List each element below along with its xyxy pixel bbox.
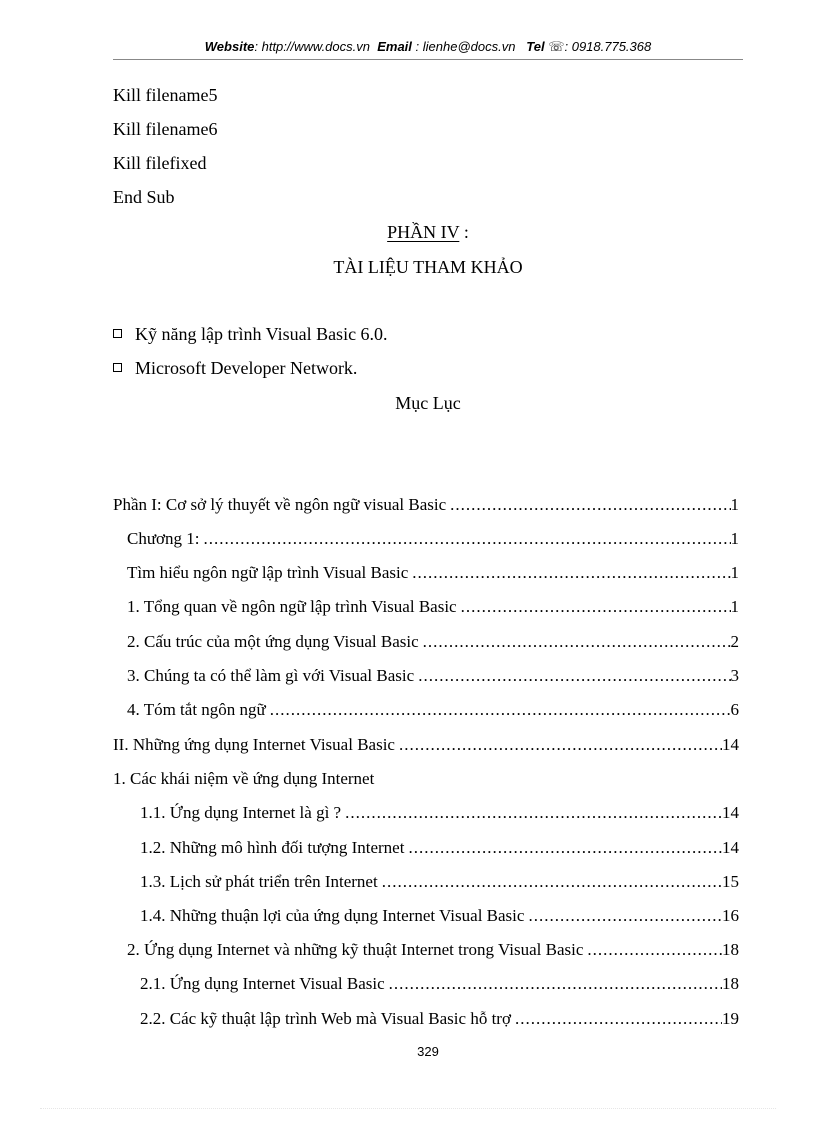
toc-entry-text: 1. Các khái niệm về ứng dụng Internet	[113, 769, 375, 788]
toc-entry-text: Tìm hiểu ngôn ngữ lập trình Visual Basic	[127, 563, 409, 582]
code-line: Kill filename5	[113, 85, 218, 105]
toc-entry-page: 1	[730, 597, 739, 616]
toc-leader	[461, 596, 731, 618]
toc-entry-text: 3. Chúng ta có thể làm gì với Visual Basic	[127, 666, 415, 685]
code-line: Kill filefixed	[113, 153, 207, 173]
toc-leader	[587, 939, 722, 961]
toc-entry[interactable]	[127, 528, 739, 550]
toc-entry-page: 15	[722, 872, 739, 891]
toc-entry-text: 2.1. Ứng dụng Internet Visual Basic	[140, 974, 385, 993]
toc-leader	[345, 802, 722, 824]
website-value: : http://www.docs.vn	[254, 39, 370, 54]
toc-entry-text: 1.3. Lịch sử phát triển trên Internet	[140, 872, 378, 891]
toc-entry[interactable]	[140, 905, 739, 927]
toc-leader	[423, 631, 731, 653]
toc-entry[interactable]	[140, 871, 739, 893]
toc-entry[interactable]	[113, 734, 739, 756]
toc-entry-page: 1	[730, 495, 739, 514]
reference-text: Microsoft Developer Network.	[135, 358, 358, 378]
tel-label: Tel	[526, 39, 545, 54]
toc-entry-text: 1.2. Những mô hình đối tượng Internet	[140, 838, 405, 857]
toc-entry-page: 18	[722, 940, 739, 959]
toc-entry[interactable]	[113, 494, 739, 516]
toc-entry-text: 1.4. Những thuận lợi của ứng dụng Internet Visual Basic	[140, 906, 525, 925]
toc-entry[interactable]	[113, 768, 378, 790]
email-value: : lienhe@docs.vn	[411, 39, 516, 54]
toc-entry[interactable]	[140, 802, 739, 824]
toc-entry-page: 18	[722, 974, 739, 993]
square-bullet-icon	[113, 329, 122, 338]
square-bullet-icon	[113, 363, 122, 372]
toc-leader	[270, 699, 731, 721]
page-number: 329	[417, 1044, 439, 1059]
toc-entry-text: 4. Tóm tắt ngôn ngữ	[127, 700, 266, 719]
toc-entry-page: 6	[730, 700, 739, 719]
toc-entry-page: 1	[730, 529, 739, 548]
toc-entry[interactable]	[127, 665, 739, 687]
toc-entry-page: 16	[722, 906, 739, 925]
reference-item	[113, 323, 388, 345]
toc-entry-text: 2. Ứng dụng Internet và những kỹ thuật Internet trong Visual Basic	[127, 940, 584, 959]
toc-leader	[450, 494, 730, 516]
toc-entry[interactable]	[127, 562, 739, 584]
toc-entry[interactable]	[140, 973, 739, 995]
toc-entry-page: 2	[730, 632, 739, 651]
toc-leader	[515, 1008, 722, 1030]
code-line: End Sub	[113, 187, 175, 207]
toc-entry[interactable]	[127, 699, 739, 721]
toc-entry-page: 14	[722, 803, 739, 822]
toc-leader	[418, 665, 730, 687]
toc-entry[interactable]	[127, 631, 739, 653]
toc-entry-text: 1. Tổng quan về ngôn ngữ lập trình Visual Basic	[127, 597, 457, 616]
toc-entry-text: Phần I: Cơ sở lý thuyết về ngôn ngữ visual Basic	[113, 495, 447, 514]
toc-leader	[204, 528, 731, 550]
website-label: Website	[204, 39, 255, 54]
toc-leader	[382, 871, 722, 893]
reference-text: Kỹ năng lập trình Visual Basic 6.0.	[135, 324, 388, 344]
part-heading	[113, 221, 743, 243]
references-title: TÀI LIỆU THAM KHẢO	[333, 257, 523, 277]
page-header	[113, 38, 743, 56]
part-colon: :	[459, 222, 469, 242]
toc-title: Mục Lục	[395, 393, 461, 413]
reference-item	[113, 357, 357, 379]
toc-leader	[412, 562, 730, 584]
toc-entry-text: Chương 1:	[127, 529, 200, 548]
part-title: PHẦN IV	[387, 222, 460, 242]
code-line: Kill filename6	[113, 119, 218, 139]
page-bottom-divider	[40, 1108, 776, 1109]
toc-entry-text: 2.2. Các kỹ thuật lập trình Web mà Visual Basic hỗ trợ	[140, 1009, 511, 1028]
toc-entry-page: 19	[722, 1009, 739, 1028]
email-label: Email	[377, 39, 412, 54]
toc-entry-text: II. Những ứng dụng Internet Visual Basic	[113, 735, 395, 754]
toc-entry[interactable]	[140, 837, 739, 859]
toc-entry-text: 2. Cấu trúc của một ứng dụng Visual Basic	[127, 632, 419, 651]
toc-leader	[399, 734, 722, 756]
phone-icon: ☏	[548, 39, 565, 54]
toc-entry[interactable]	[127, 596, 739, 618]
toc-entry-page: 3	[730, 666, 739, 685]
toc-leader	[528, 905, 722, 927]
toc-leader	[408, 837, 722, 859]
toc-leader	[389, 973, 722, 995]
toc-entry[interactable]	[140, 1008, 739, 1030]
toc-entry-text: 1.1. Ứng dụng Internet là gì ?	[140, 803, 342, 822]
toc-entry-page: 1	[730, 563, 739, 582]
header-divider	[113, 59, 743, 60]
toc-entry-page: 14	[722, 735, 739, 754]
tel-value: : 0918.775.368	[564, 39, 652, 54]
toc-entry[interactable]	[127, 939, 739, 961]
toc-entry-page: 14	[722, 838, 739, 857]
